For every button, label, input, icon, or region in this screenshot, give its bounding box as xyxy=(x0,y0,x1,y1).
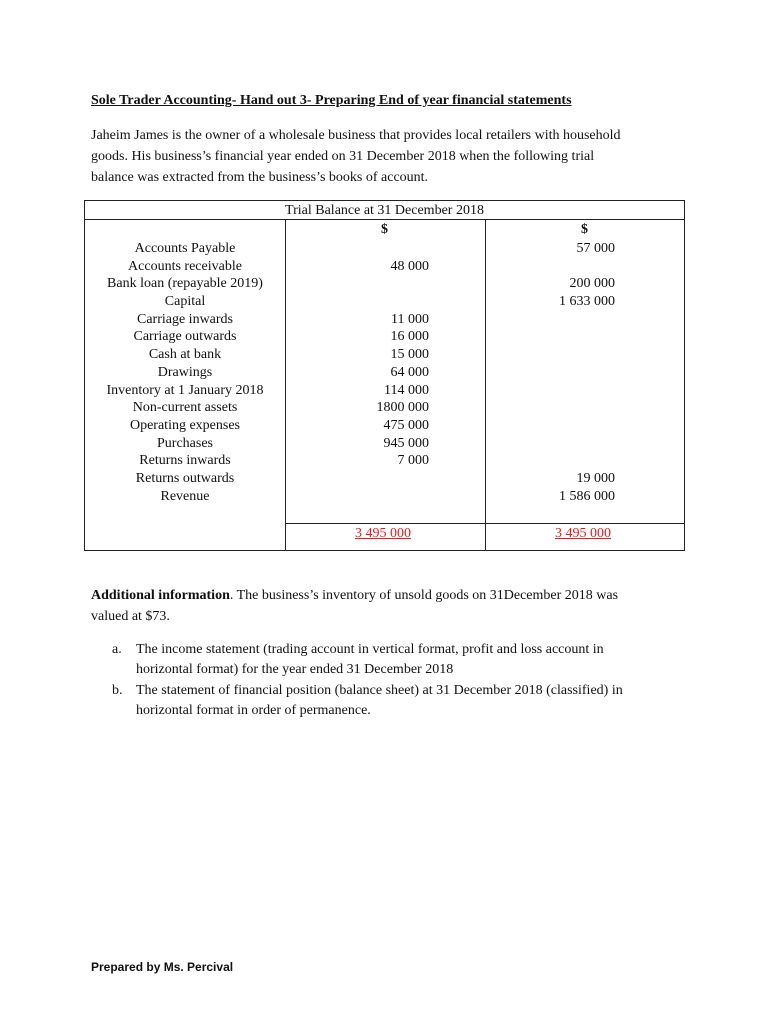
additional-info-line xyxy=(91,585,691,606)
intro-line: goods. His business’s financial year ended on 31 December 2018 when the following trial xyxy=(91,149,595,164)
debit-amount: 475 000 xyxy=(383,417,429,433)
account-name: Non-current assets xyxy=(132,400,238,416)
intro-line: Jaheim James is the owner of a wholesale business that provides local retailers with household xyxy=(91,128,621,143)
account-name: Bank loan (repayable 2019) xyxy=(107,276,263,292)
account-name: Operating expenses xyxy=(129,417,241,433)
account-name: Carriage inwards xyxy=(136,311,234,327)
table-row xyxy=(85,435,684,453)
intro-line: balance was extracted from the business’s books of account. xyxy=(91,170,429,185)
debit-total: 3 495 000 xyxy=(355,526,411,541)
credit-amount: 200 000 xyxy=(569,276,615,292)
intro-paragraph xyxy=(91,125,691,188)
debit-amount: 48 000 xyxy=(390,258,429,274)
table-row xyxy=(85,364,684,382)
debit-amount: 1800 000 xyxy=(376,400,429,416)
account-name: Carriage outwards xyxy=(133,329,237,345)
table-row xyxy=(85,311,684,329)
additional-information xyxy=(91,585,691,627)
debit-amount: 945 000 xyxy=(383,435,429,451)
debit-amount: 7 000 xyxy=(397,453,429,469)
task-line: The statement of financial position (balance sheet) at 31 December 2018 (classified) in xyxy=(136,683,623,698)
table-row xyxy=(85,240,684,258)
additional-info-line: valued at $73. xyxy=(91,609,170,624)
account-name: Accounts receivable xyxy=(128,258,242,274)
debit-amount: 11 000 xyxy=(391,311,429,327)
account-name: Returns inwards xyxy=(139,453,231,469)
account-name: Drawings xyxy=(157,364,213,380)
debit-amount: 64 000 xyxy=(390,364,429,380)
account-name: Revenue xyxy=(160,488,210,504)
account-name: Purchases xyxy=(157,435,213,451)
debit-amount: 15 000 xyxy=(390,347,429,363)
list-marker: b. xyxy=(112,683,123,698)
total-divider xyxy=(285,523,684,524)
prepared-by-footer: Prepared by Ms. Percival xyxy=(91,960,234,974)
task-line: horizontal format in order of permanence. xyxy=(136,703,371,718)
table-row xyxy=(85,328,684,346)
debit-amount: 114 000 xyxy=(384,382,429,398)
account-name: Cash at bank xyxy=(148,347,222,363)
debit-amount: 16 000 xyxy=(390,329,429,345)
table-row xyxy=(85,470,684,488)
table-row xyxy=(85,258,684,276)
additional-info-label: Additional information xyxy=(91,588,230,603)
list-marker: a. xyxy=(112,642,122,657)
debit-currency-header: $ xyxy=(381,222,388,237)
credit-currency-header: $ xyxy=(581,222,588,237)
account-name: Inventory at 1 January 2018 xyxy=(106,382,264,398)
trial-balance-rows xyxy=(85,240,684,505)
table-row xyxy=(85,275,684,293)
task-line: The income statement (trading account in vertical format, profit and loss account in xyxy=(136,642,604,657)
trial-balance-title: Trial Balance at 31 December 2018 xyxy=(85,201,684,220)
list-item xyxy=(112,640,692,680)
table-row xyxy=(85,346,684,364)
account-name: Accounts Payable xyxy=(134,241,236,256)
table-row xyxy=(85,488,684,506)
table-row xyxy=(85,293,684,311)
credit-amount: 1 586 000 xyxy=(559,488,615,504)
account-name: Capital xyxy=(164,294,206,310)
credit-amount: 1 633 000 xyxy=(559,294,615,310)
additional-info-text: . The business’s inventory of unsold goods on 31December 2018 was xyxy=(229,588,619,603)
table-row xyxy=(85,452,684,470)
handout-title: Sole Trader Accounting- Hand out 3- Preparing End of year financial statements xyxy=(91,93,572,108)
credit-amount: 57 000 xyxy=(576,241,615,256)
credit-amount: 19 000 xyxy=(576,470,615,486)
table-row xyxy=(85,417,684,435)
task-line: horizontal format) for the year ended 31 December 2018 xyxy=(136,662,454,677)
list-item xyxy=(112,681,692,721)
task-list xyxy=(112,640,692,722)
table-row xyxy=(85,382,684,400)
account-name: Returns outwards xyxy=(135,470,235,486)
credit-total: 3 495 000 xyxy=(555,526,611,541)
trial-balance-table xyxy=(84,200,685,551)
table-row xyxy=(85,399,684,417)
